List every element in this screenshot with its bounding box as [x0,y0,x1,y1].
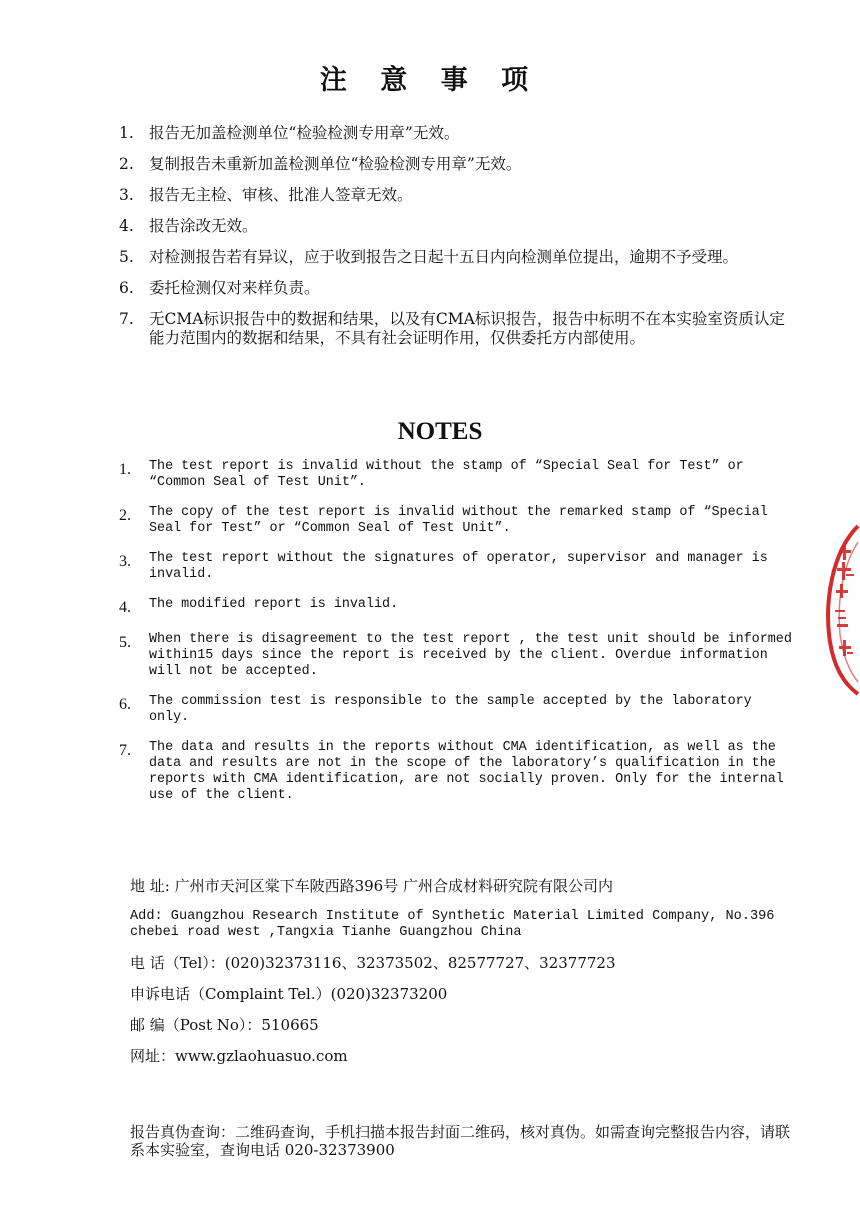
item-number: 2. [119,155,134,173]
item-text: 委托检测仅对来样负责。 [149,279,320,297]
complaint-telephone: 申诉电话（Complaint Tel.）(020)32373200 [130,985,448,1003]
list-item [119,505,799,537]
list-item [119,217,799,236]
item-number: 3. [119,553,131,570]
item-text: The test report without the signatures of operator, supervisor and manager is invalid. [149,551,768,582]
list-item [119,551,799,583]
item-text: 报告无主检、审核、批准人签章无效。 [149,186,413,204]
list-item [119,632,799,680]
item-text: The modified report is invalid. [149,597,399,612]
item-text: When there is disagreement to the test report , the test unit should be informed within15 days since the report is received by the client. Overdue information will not be accepted. [149,632,792,679]
list-item [119,597,799,618]
item-number: 2. [119,507,131,524]
notes-list-en [119,459,799,818]
verification-note: 报告真伪查询：二维码查询，手机扫描本报告封面二维码，核对真伪。如需查询完整报告内容，请联系本实验室，查询电话 020-32373900 [130,1123,791,1159]
red-seal-stamp-fragment [822,522,860,697]
website-link[interactable]: 网址：www.gzlaohuasuo.com [130,1047,348,1065]
item-text: The data and results in the reports without CMA identification, as well as the data and results are not in the scope of the laboratory’s qualification in the reports with CMA identification, are not socially proven. Only for the internal use of the client. [149,740,784,803]
page-title-en: NOTES [397,418,483,445]
list-item [119,186,799,205]
list-item [119,155,799,174]
list-item [119,459,799,491]
list-item [119,248,799,267]
item-text: 复制报告未重新加盖检测单位“检验检测专用章”无效。 [149,155,522,173]
item-text: 报告涂改无效。 [149,217,258,235]
item-text: The copy of the test report is invalid without the remarked stamp of “Special Seal for Test” or “Common Seal of Test Unit”. [149,505,768,536]
item-number: 6. [119,696,131,713]
address-cn: 地 址: 广州市天河区棠下车陂西路396号 广州合成材料研究院有限公司内 [130,877,613,895]
telephone: 电 话（Tel）：(020)32373116、32373502、82577727、32377723 [130,954,616,972]
contact-block [130,878,800,1079]
item-number: 7. [119,310,134,328]
list-item [119,279,799,298]
item-number: 7. [119,742,131,759]
item-text: The test report is invalid without the stamp of “Special Seal for Test” or “Common Seal of Test Unit”. [149,459,744,490]
item-text: 报告无加盖检测单位“检验检测专用章”无效。 [149,124,460,142]
post-code: 邮 编（Post No）：510665 [130,1016,319,1034]
item-text: 对检测报告若有异议，应于收到报告之日起十五日内向检测单位提出，逾期不予受理。 [149,248,739,266]
list-item [119,310,799,348]
item-number: 1. [119,124,134,142]
list-item [119,124,799,143]
item-number: 1. [119,461,131,478]
list-item [119,694,799,726]
item-number: 5. [119,634,131,651]
item-text: The commission test is responsible to the sample accepted by the laboratory only. [149,694,752,725]
item-number: 3. [119,186,134,204]
notes-list-cn [119,124,799,360]
item-number: 6. [119,279,134,297]
item-text: 无CMA标识报告中的数据和结果，以及有CMA标识报告，报告中标明不在本实验室资质认定能力范围内的数据和结果，不具有社会证明作用，仅供委托方内部使用。 [149,310,785,347]
item-number: 4. [119,599,131,616]
list-item [119,740,799,804]
item-number: 5. [119,248,134,266]
page-title-cn: 注 意 事 项 [319,65,541,96]
item-number: 4. [119,217,134,235]
address-en: Add: Guangzhou Research Institute of Synthetic Material Limited Company, No.396 chebei road west ,Tangxia Tianhe Guangzhou China [130,909,775,940]
